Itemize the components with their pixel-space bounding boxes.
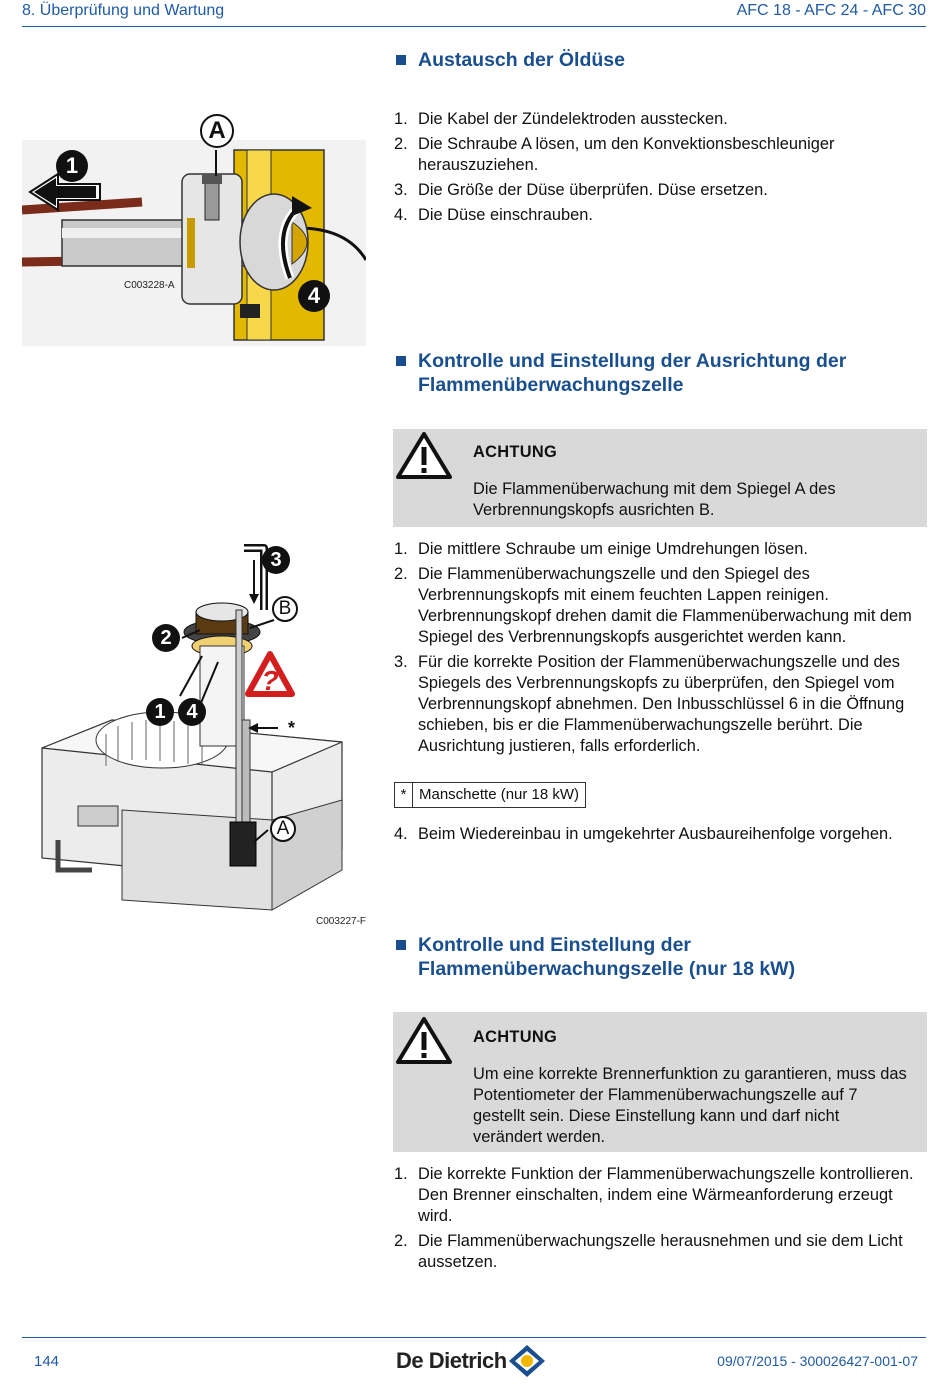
figure-code: C003228-A (124, 280, 175, 291)
list-item: 4. Die Düse einschrauben. (394, 206, 593, 224)
callout-b: B (272, 596, 298, 622)
header-divider (22, 26, 926, 27)
section-title-text: Austausch der Öldüse (418, 49, 625, 71)
brand-logo (396, 1343, 547, 1379)
header-models: AFC 18 - AFC 24 - AFC 30 (736, 2, 926, 19)
list-item: 3. Die Größe der Düse überprüfen. Düse ersetzen. (394, 181, 768, 199)
list-item: 2. Die Schraube A lösen, um den Konvektionsbeschleuniger herauszuziehen. (394, 135, 835, 174)
header-chapter: 8. Überprüfung und Wartung (22, 2, 225, 19)
callout-1: 1 (56, 150, 88, 182)
svg-text:?: ? (261, 665, 279, 696)
steps-alignment-final (394, 824, 930, 849)
steps-alignment (394, 539, 930, 761)
figure-code: C003227-F (316, 916, 367, 927)
figure-flame-cell (22, 540, 372, 930)
note-text: Manschette (nur 18 kW) (419, 786, 580, 803)
warning-text: Um eine korrekte Brennerfunktion zu garantieren, muss das Potentiometer der Flammenüberwachungszelle auf 7 gestellt sein. Diese Einstellung kann und darf nicht verändert werden. (473, 1065, 907, 1146)
callout-2: 2 (152, 624, 180, 652)
steps-flame-cell-check (394, 1164, 930, 1277)
flame-cell-illustration (22, 540, 372, 930)
steps-oil-nozzle (394, 109, 930, 230)
callout-4: 4 (298, 280, 330, 312)
list-item: 1. Die korrekte Funktion der Flammenüberwachungszelle kontrollieren. Den Brenner einschalten, indem eine Wärmeanforderung erzeugt wird. (394, 1165, 914, 1225)
warning-box-potentiometer (393, 1012, 927, 1152)
warning-triangle-icon (395, 1016, 453, 1066)
footer-divider (22, 1337, 926, 1338)
section-title-flame-cell-18kw: Kontrolle und Einstellung der Flammenüberwachungszelle (nur 18 kW) (396, 933, 916, 981)
callout-4: 4 (178, 698, 206, 726)
callout-star: * (288, 718, 296, 738)
list-item: 4. Beim Wiedereinbau in umgekehrter Ausbaureihenfolge vorgehen. (394, 825, 893, 843)
list-item: 2. Die Flammenüberwachungszelle herausnehmen und sie dem Licht aussetzen. (394, 1232, 903, 1271)
section-bullet-icon (396, 356, 406, 366)
figure-nozzle (22, 110, 366, 346)
note-symbol: * (395, 783, 413, 807)
list-item: 1. Die mittlere Schraube um einige Umdrehungen lösen. (394, 540, 808, 558)
brand-diamond-icon (507, 1343, 547, 1379)
callout-a: A (200, 114, 234, 148)
brand-name: De Dietrich (396, 1348, 507, 1373)
warning-title: ACHTUNG (473, 443, 558, 461)
section-title-oil-nozzle (396, 48, 916, 72)
section-bullet-icon (396, 940, 406, 950)
callout-1: 1 (146, 698, 174, 726)
legend-note (394, 782, 586, 808)
callout-3: 3 (262, 546, 290, 574)
callout-a: A (270, 816, 296, 842)
warning-text: Die Flammenüberwachung mit dem Spiegel A des Verbrennungskopfs ausrichten B. (473, 480, 836, 519)
warning-triangle-icon (395, 431, 453, 481)
list-item: 3. Für die korrekte Position der Flammenüberwachungszelle und des Spiegels des Verbrennungskopfs zu überprüfen, den Spiegel vom Verbrennungskopf abnehmen. Den Inbusschlüssel 6 in die Öffnung schieben, bis er die Flammenüberwachungszelle berührt. Die Ausrichtung justieren, falls erforderlich. (394, 653, 905, 755)
warning-box-alignment (393, 429, 927, 527)
warning-title: ACHTUNG (473, 1028, 558, 1046)
section-bullet-icon (396, 55, 406, 65)
list-item: 2. Die Flammenüberwachungszelle und den Spiegel des Verbrennungskopfs mit einem feuchten Lappen reinigen. Verbrennungskopf drehen damit die Flammenüberwachung mit dem Spiegel des Verbrennungskopfs ausgerichtet werden kann. (394, 565, 912, 646)
page-number: 144 (34, 1353, 60, 1370)
list-item: 1. Die Kabel der Zündelektroden ausstecken. (394, 110, 728, 128)
document-reference: 09/07/2015 - 300026427-001-07 (717, 1353, 918, 1369)
section-title-alignment: Kontrolle und Einstellung der Ausrichtung der Flammenüberwachungszelle (396, 349, 916, 397)
